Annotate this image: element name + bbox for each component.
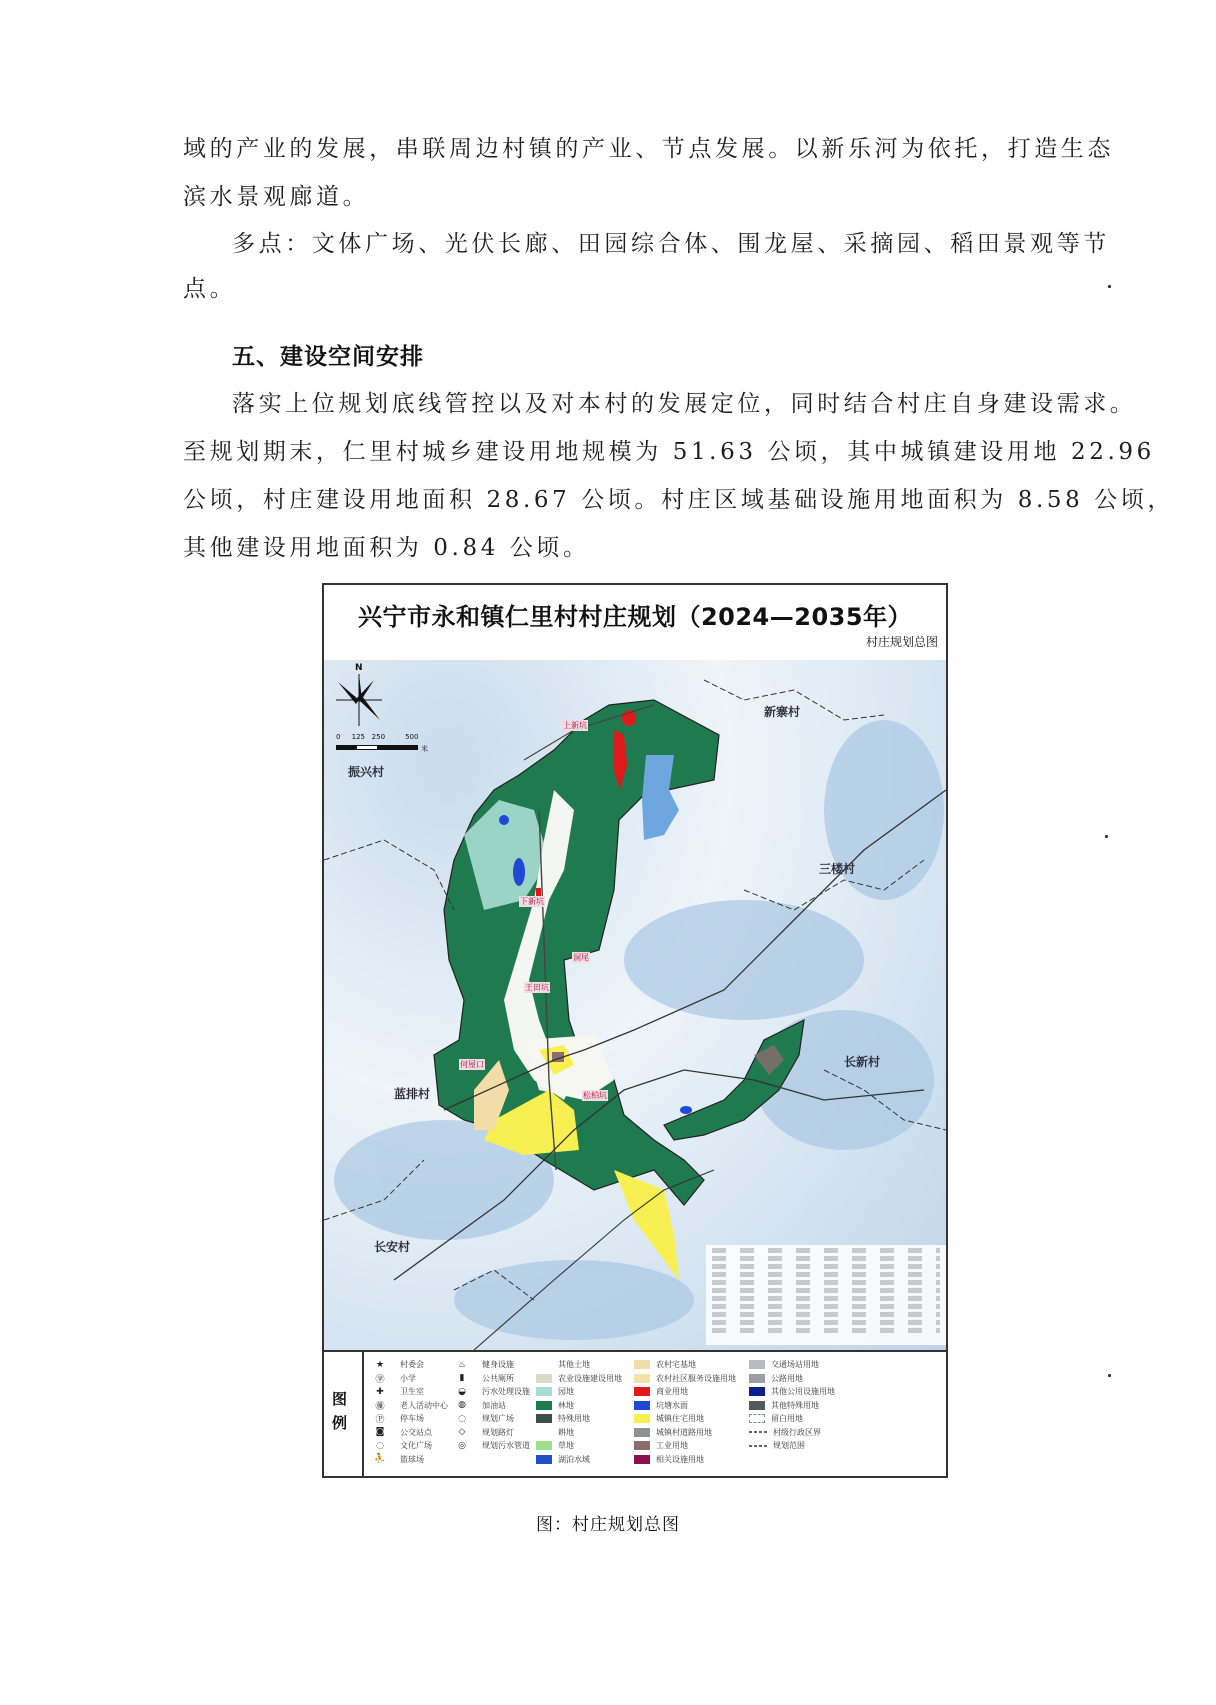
legend-item: ▮ 公共厕所 (454, 1372, 530, 1386)
legend-item: 耕地 (536, 1426, 622, 1440)
legend-item: ◙ 公交站点 (372, 1426, 448, 1440)
basketball-court-icon: ⛹ (374, 1454, 386, 1465)
legend-item: ✚ 卫生室 (372, 1385, 448, 1399)
legend-item: 规划范围 (749, 1439, 835, 1453)
gas-station-icon: ◍ (458, 1400, 466, 1411)
legend-symbols-col-2 (454, 1358, 530, 1453)
scale-unit: 米 (421, 745, 428, 753)
village-label-sanlou: 三楼村 (819, 862, 856, 876)
school-icon: ㊫ (375, 1374, 385, 1385)
legend-item: 草地 (536, 1439, 622, 1453)
sewage-icon: ◒ (458, 1386, 466, 1397)
village-label-changxin: 长新村 (844, 1055, 881, 1069)
scan-speck (1108, 1374, 1111, 1377)
village-label-zhenxing: 振兴村 (348, 765, 385, 779)
place-label: 上新坑 (563, 721, 587, 730)
north-arrow-icon (324, 660, 394, 740)
paragraph-2-line-2: 点。 (183, 276, 237, 302)
place-label: 王田坑 (525, 983, 549, 992)
fitness-icon: ♨ (457, 1359, 467, 1370)
legend-item: 坑塘水面 (634, 1399, 736, 1413)
bus-stop-icon: ◙ (375, 1427, 385, 1438)
sewer-pipe-icon: ◎ (458, 1440, 466, 1451)
map-title-box (324, 585, 946, 662)
legend-item: ◎ 规划污水管道 (454, 1439, 530, 1453)
legend-item: 湖泊水域 (536, 1453, 622, 1467)
toilet-icon: ▮ (459, 1373, 465, 1384)
legend-item: ◇ 规划路灯 (454, 1426, 530, 1440)
legend-swatches-col-4 (634, 1358, 736, 1466)
village-label-xinzhai: 新寨村 (764, 705, 801, 719)
legend-item: 其他公用设施用地 (749, 1385, 835, 1399)
legend-item: ◌ 规划广场 (454, 1412, 530, 1426)
paragraph-1-line-2: 滨水景观廊道。 (183, 184, 370, 210)
scale-bar (336, 745, 418, 750)
legend-item: 园地 (536, 1385, 622, 1399)
paragraph-3-line-1: 落实上位规划底线管控以及对本村的发展定位，同时结合村庄自身建设需求。 (232, 391, 1137, 417)
legend-heading: 图 例 (324, 1350, 364, 1476)
legend-item: 其他土地 (536, 1358, 622, 1372)
legend-item: ⛹ 篮球场 (372, 1453, 448, 1467)
section-heading: 五、建设空间安排 (232, 344, 424, 370)
streetlight-icon: ◇ (458, 1427, 466, 1438)
paragraph-3-line-4: 其他建设用地面积为 0.84 公顷。 (183, 535, 590, 561)
paragraph-1-line-1: 域的产业的发展，串联周边村镇的产业、节点发展。以新乐河为依托，打造生态 (183, 136, 1114, 162)
legend-item: 公路用地 (749, 1372, 835, 1386)
legend-item: 农村社区服务设施用地 (634, 1372, 736, 1386)
legend-item: ◌ 文化广场 (372, 1439, 448, 1453)
legend-item: ◒ 污水处理设施 (454, 1385, 530, 1399)
parking-icon: Ⓟ (375, 1415, 385, 1426)
legend-item: 商业用地 (634, 1385, 736, 1399)
culture-square-icon: ◌ (376, 1440, 384, 1451)
land-use-statistics-table (706, 1245, 946, 1345)
legend-item: ◍ 加油站 (454, 1399, 530, 1413)
place-label: 下新坑 (520, 897, 544, 906)
legend-item: Ⓟ 停车场 (372, 1412, 448, 1426)
legend-item: 农业设施建设用地 (536, 1372, 622, 1386)
clinic-icon: ✚ (376, 1386, 384, 1397)
legend-item: ㊝ 老人活动中心 (372, 1399, 448, 1413)
legend-item: 特殊用地 (536, 1412, 622, 1426)
svg-text:N: N (355, 663, 363, 673)
map-title: 兴宁市永和镇仁里村村庄规划（2024—2035年） (357, 603, 913, 631)
star-icon: ★ (375, 1359, 385, 1370)
legend-item: 工业用地 (634, 1439, 736, 1453)
place-label: 何屋口 (460, 1060, 484, 1069)
map-subtitle: 村庄规划总图 (865, 635, 938, 649)
paragraph-2-line-1: 多点：文体广场、光伏长廊、田园综合体、围龙屋、采摘园、稻田景观等节 (232, 231, 1110, 257)
legend-item: 留白用地 (749, 1412, 835, 1426)
plaza-icon: ◌ (458, 1413, 466, 1424)
place-label: 松柏坑 (583, 1091, 607, 1100)
legend-item: 交通场站用地 (749, 1358, 835, 1372)
legend-item: 农村宅基地 (634, 1358, 736, 1372)
scan-speck (1105, 835, 1108, 838)
village-label-lanpai: 蓝排村 (394, 1087, 431, 1101)
place-label: 洞尾 (573, 953, 589, 962)
legend-swatches-col-3 (536, 1358, 622, 1466)
legend-swatches-col-5 (749, 1358, 835, 1453)
legend-item: ★ 村委会 (372, 1358, 448, 1372)
legend-item: 城镇住宅用地 (634, 1412, 736, 1426)
map-legend (324, 1350, 946, 1476)
legend-item: ♨ 健身设施 (454, 1358, 530, 1372)
figure-caption: 图：村庄规划总图 (536, 1515, 680, 1535)
legend-item: 其他特殊用地 (749, 1399, 835, 1413)
legend-item: 城镇村道路用地 (634, 1426, 736, 1440)
legend-symbols-col-1 (372, 1358, 448, 1466)
legend-item: ㊫ 小学 (372, 1372, 448, 1386)
paragraph-3-line-2: 至规划期末，仁里村城乡建设用地规模为 51.63 公顷，其中城镇建设用地 22.96 (183, 439, 1155, 465)
legend-item: 相关设施用地 (634, 1453, 736, 1467)
legend-item: 林地 (536, 1399, 622, 1413)
village-label-changan: 长安村 (374, 1240, 411, 1254)
legend-item: 村级行政区界 (749, 1426, 835, 1440)
map-area (324, 660, 946, 1352)
planning-map-figure (322, 583, 948, 1478)
paragraph-3-line-3: 公顷，村庄建设用地面积 28.67 公顷。村庄区域基础设施用地面积为 8.58 公顷， (183, 487, 1175, 513)
scan-speck (1108, 285, 1111, 288)
elderly-center-icon: ㊝ (375, 1401, 385, 1412)
scale-labels: 0 125 250 500 (336, 733, 419, 741)
